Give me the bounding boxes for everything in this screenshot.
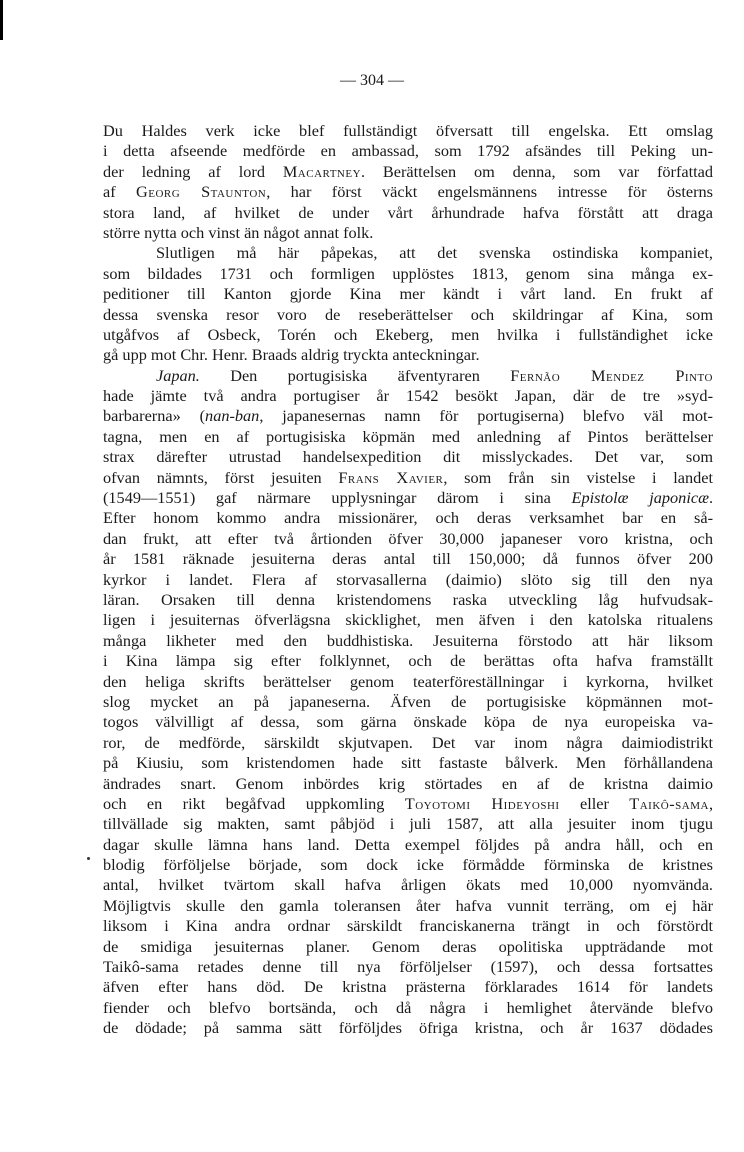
text-run: strax därefter utrustad handelsexpedition dit misslyckades. Det var, som: [103, 447, 713, 467]
text-line: [103, 406, 713, 426]
text-run: blodig förföljelse började, som dock icke förmådde förminska de kristnes: [103, 855, 713, 875]
text-line: [103, 162, 713, 182]
page-number: — 304 —: [340, 72, 404, 89]
text-line: [103, 386, 713, 406]
body-text: [103, 121, 713, 1039]
text-run: .: [708, 488, 714, 508]
text-line: [103, 814, 713, 834]
text-run: tillvällade sig makten, samt påbjöd i juli 1587, att alla jesuiter inom tjugu: [103, 814, 713, 834]
text-line: [103, 141, 713, 161]
text-line: [103, 223, 713, 243]
text-line: [103, 488, 713, 508]
scan-edge-mark: [0, 0, 3, 40]
text-run: de smidiga jesuiternas planer. Genom deras opolitiska uppträdande mot: [103, 936, 713, 956]
text-line: [103, 182, 713, 202]
text-line: [103, 712, 713, 732]
text-run: Efter honom kommo andra missionärer, och deras verksamhet bar en så-: [103, 508, 713, 528]
text-line: [103, 468, 713, 488]
text-line: [103, 998, 713, 1018]
text-line: [103, 121, 713, 141]
text-line: [103, 774, 713, 794]
text-run: läran. Orsaken till denna kristendomens raska utveckling låg hufvudsak-: [103, 589, 713, 609]
text-run: Den portugisiska äfventyraren: [199, 365, 511, 385]
text-line: [103, 937, 713, 957]
text-line: [103, 325, 713, 345]
text-run: gå upp mot Chr. Henr. Braads aldrig tryckta anteckningar.: [103, 345, 480, 365]
text-line: [103, 284, 713, 304]
text-run: de dödade; på samma sätt förföljdes öfriga kristna, och år 1637 dödades: [103, 1018, 713, 1038]
text-line: [103, 835, 713, 855]
text-line: [103, 631, 713, 651]
text-line: [103, 753, 713, 773]
text-line: [103, 549, 713, 569]
text-run: der ledning af lord: [103, 161, 283, 181]
text-line: [103, 243, 713, 263]
text-run: ligen i jesuiternas öfverlägsna skicklighet, men äfven i den katolska ritualens: [103, 610, 713, 630]
text-line: [103, 957, 713, 977]
text-line: [103, 651, 713, 671]
text-run: eller: [559, 793, 630, 813]
text-run: ror, de medförde, särskildt skjutvapen. Det var inom några daimiodistrikt: [103, 732, 713, 752]
text-line: [103, 875, 713, 895]
text-run: många likheter med den buddhistiska. Jesuiterna förstodo att här liksom: [103, 630, 713, 650]
text-run: (1549—1551) gaf närmare upplysningar därom i sina: [103, 488, 572, 508]
small-caps-name: Taikô-sama: [629, 793, 709, 813]
text-run: Taikô-sama retades denne till nya förföljelser (1597), och dessa fortsattes: [103, 957, 713, 977]
text-run: Möjligtvis skulle den gamla toleransen åter hafva vunnit terräng, om ej här: [103, 895, 713, 915]
text-run: kyrkor i landet. Flera af storvasallerna (daimio) slöto sig till den nya: [103, 569, 713, 589]
text-run: på Kiusiu, som kristendomen hade sitt fastaste bålverk. Men förhållandena: [103, 753, 713, 773]
small-caps-name: Fernão Mendez Pinto: [510, 365, 713, 385]
text-run: Slutligen må här påpekas, att det svenska ostindiska kompaniet,: [156, 243, 713, 263]
text-run: större nytta och vinst än något annat folk.: [103, 222, 374, 242]
text-run: dan frukt, att efter två årtionden öfver 30,000 japaneser voro kristna, och: [103, 528, 713, 548]
text-line: [103, 733, 713, 753]
text-run: dagar skulle lämna hans land. Detta exempel följdes på andra håll, och en: [103, 834, 713, 854]
text-run: , har först väckt engelsmännens intresse för österns: [266, 182, 714, 202]
text-run: , som från sin vistelse i landet: [443, 467, 714, 487]
text-run: . Berättelsen om denna, som var författad: [361, 161, 714, 181]
text-line: [103, 590, 713, 610]
text-line: [103, 345, 713, 365]
text-run: ofvan nämnts, först jesuiten: [103, 467, 339, 487]
small-caps-name: Frans Xavier: [338, 467, 444, 487]
text-line: [103, 305, 713, 325]
text-line: [103, 794, 713, 814]
text-run: som bildades 1731 och formligen upplöstes 1813, genom sina många ex-: [103, 263, 713, 283]
text-line: [103, 366, 713, 386]
italic-text: Epistolæ japonicæ: [571, 488, 709, 508]
text-line: [103, 508, 713, 528]
text-line: [103, 916, 713, 936]
text-line: [103, 977, 713, 997]
text-run: år 1581 räknade jesuiterna deras antal till 150,000; då funnos öfver 200: [103, 549, 713, 569]
text-line: [103, 570, 713, 590]
text-line: [103, 692, 713, 712]
text-line: [103, 427, 713, 447]
text-line: [103, 896, 713, 916]
text-line: [103, 447, 713, 467]
text-run: barbarerna» (: [103, 406, 206, 426]
italic-text: Japan.: [156, 365, 200, 385]
italic-text: nan-ban: [205, 406, 260, 426]
text-run: fiender och blefvo bortsända, och då några i hemlighet återvände blefvo: [103, 997, 713, 1017]
margin-speck: [87, 857, 90, 860]
text-run: peditioner till Kanton gjorde Kina mer kändt i vårt land. En frukt af: [103, 284, 713, 304]
text-line: [103, 855, 713, 875]
text-line: [103, 264, 713, 284]
text-run: togos välvilligt af dessa, som gärna önskade köpa de nya europeiska va-: [103, 712, 713, 732]
text-run: hade jämte två andra portugiser år 1542 besökt Japan, där de tre »syd-: [103, 386, 713, 406]
text-line: [103, 529, 713, 549]
text-line: [103, 610, 713, 630]
text-run: liksom i Kina andra ordnar särskildt franciskanerna trängt in och förstördt: [103, 916, 713, 936]
text-run: , japanesernas namn för portugiserna) blefvo väl mot-: [259, 406, 713, 426]
text-run: i detta afseende medförde en ambassad, som 1792 afsändes till Peking un-: [103, 141, 713, 161]
text-run: tagna, men en af portugisiska köpmän med anledning af Pintos berättelser: [103, 426, 713, 446]
text-run: i Kina lämpa sig efter folklynnet, och de berättas ofta hafva framställt: [103, 651, 713, 671]
text-run: antal, hvilket tvärtom skall hafva årligen ökats med 10,000 nyomvända.: [103, 875, 713, 895]
text-run: stora land, af hvilket de under vårt århundrade hafva förstått att draga: [103, 202, 713, 222]
text-line: [103, 672, 713, 692]
text-run: af: [103, 182, 137, 202]
text-run: ändrades snart. Genom inbördes krig störtades en af de kristna daimio: [103, 773, 713, 793]
small-caps-name: Toyotomi Hideyoshi: [404, 793, 560, 813]
text-run: utgåfvos af Osbeck, Torén och Ekeberg, men hvilka i fullständighet icke: [103, 324, 713, 344]
text-run: och en rikt begåfvad uppkomling: [103, 793, 405, 813]
text-run: den heliga skrifts berättelser genom teaterföreställningar i kyrkorna, hvilket: [103, 671, 713, 691]
text-run: ,: [708, 793, 714, 813]
text-run: äfven efter hans död. De kristna prästerna förklarades 1614 för landets: [103, 977, 713, 997]
text-line: [103, 203, 713, 223]
text-run: dessa svenska resor voro de reseberättelser och skildringar af Kina, som: [103, 304, 713, 324]
text-run: Du Haldes verk icke blef fullständigt öfversatt till engelska. Ett omslag: [103, 121, 713, 140]
small-caps-name: Georg Staunton: [136, 182, 267, 202]
small-caps-name: Macartney: [282, 161, 362, 181]
text-line: [103, 1018, 713, 1038]
text-run: slog mycket an på japaneserna. Äfven de portugisiske köpmännen mot-: [103, 691, 713, 711]
